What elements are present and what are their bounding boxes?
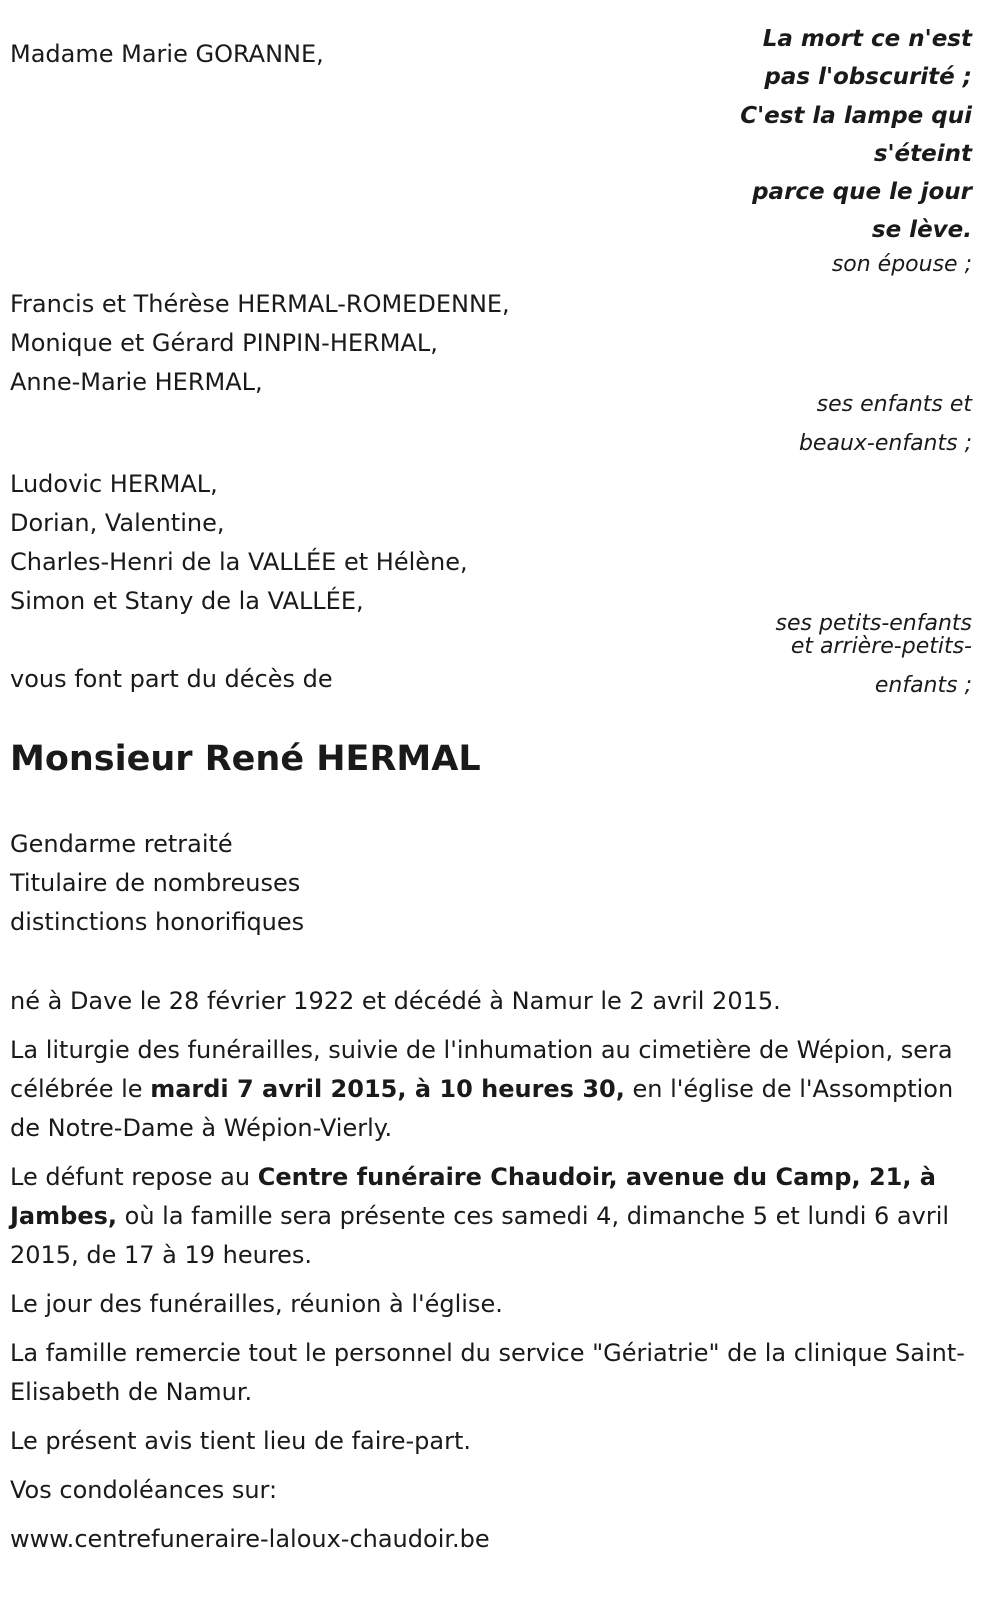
repose-place: Centre funéraire Chaudoir, avenue du Camp, 21, à Jambes, — [10, 1163, 937, 1230]
deceased-name: Monsieur René HERMAL — [10, 739, 481, 779]
liturgy-text: La liturgie des funérailles, suivie de l'inhumation au cimetière de Wépion, sera célébrée le — [10, 1036, 953, 1103]
grandchildren-name: Ludovic HERMAL, — [10, 470, 218, 498]
announcement: vous font part du décès de — [10, 665, 333, 693]
children-name: Francis et Thérèse HERMAL-ROMEDENNE, — [10, 290, 510, 318]
children-name: Monique et Gérard PINPIN-HERMAL, — [10, 329, 438, 357]
poem-line: parce que le jour — [752, 179, 972, 206]
grandchildren-role: et arrière-petits- — [790, 634, 972, 659]
grandchildren-name: Charles-Henri de la VALLÉE et Hélène, — [10, 548, 468, 576]
grandchildren-name: Dorian, Valentine, — [10, 509, 225, 537]
poem-line: se lève. — [871, 217, 972, 244]
grandchildren-role: ses petits-enfants — [775, 611, 972, 636]
children-name: Anne-Marie HERMAL, — [10, 368, 263, 396]
deceased-title: Titulaire de nombreuses — [10, 869, 301, 897]
website-link[interactable]: www.centrefuneraire-laloux-chaudoir.be — [10, 1525, 490, 1553]
liturgy-date: mardi 7 avril 2015, à 10 heures 30, — [150, 1075, 625, 1103]
birth-death-paragraph: né à Dave le 28 février 1922 et décédé à Namur le 2 avril 2015. — [10, 987, 781, 1015]
thanks-paragraph: La famille remercie tout le personnel du service "Gériatrie" de la clinique Saint-Elisabeth de Namur. — [10, 1339, 965, 1406]
poem-line: C'est la lampe qui — [740, 102, 972, 129]
poem-line: pas l'obscurité ; — [764, 64, 972, 91]
deceased-title: distinctions honorifiques — [10, 908, 305, 936]
poem-line: La mort ce n'est — [762, 26, 972, 52]
repose-text: Le défunt repose au — [10, 1163, 258, 1191]
deceased-title: Gendarme retraité — [10, 830, 233, 858]
children-role: beaux-enfants ; — [798, 431, 972, 456]
notice-paragraph: Le présent avis tient lieu de faire-part. — [10, 1427, 472, 1455]
gathering-paragraph: Le jour des funérailles, réunion à l'église. — [10, 1290, 503, 1318]
poem-line: s'éteint — [873, 140, 972, 167]
grandchildren-role: enfants ; — [874, 673, 972, 698]
spouse-role: son épouse ; — [831, 252, 972, 277]
children-role: ses enfants et — [816, 392, 972, 417]
liturgy-location: en l'église de l'Assomption de Notre-Dame à Wépion-Vierly. — [10, 1075, 954, 1142]
poem — [740, 20, 972, 250]
spouse-name: Madame Marie GORANNE, — [10, 40, 324, 68]
repose-hours: où la famille sera présente ces samedi 4, dimanche 5 et lundi 6 avril 2015, de 17 à 19 heures. — [10, 1202, 950, 1269]
liturgy-paragraph — [10, 1031, 970, 1148]
repose-paragraph — [10, 1158, 970, 1275]
grandchildren-name: Simon et Stany de la VALLÉE, — [10, 587, 364, 615]
condolences-label: Vos condoléances sur: — [10, 1476, 278, 1504]
